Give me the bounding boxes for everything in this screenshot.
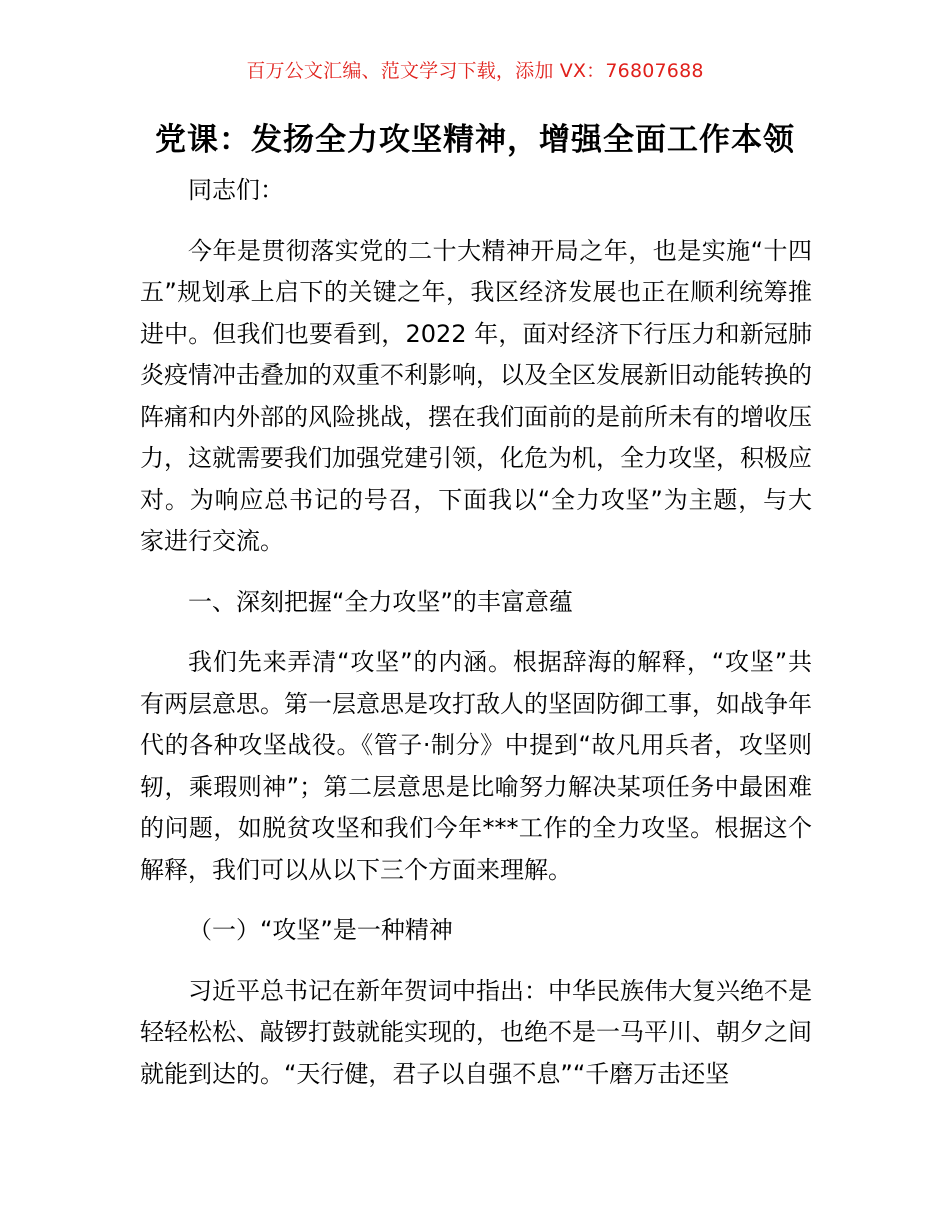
subsection-1-paragraph: 习近平总书记在新年贺词中指出：中华民族伟大复兴绝不是轻轻松松、敲锣打鼓就能实现的，也绝不是一马平川、朝夕之间就能到达的。“天行健，君子以自强不息”“千磨万击还坚 [140, 976, 812, 1088]
header-note: 百万公文汇编、范文学习下载，添加 VX：76807688 [246, 60, 704, 82]
subsection-1-heading: （一）“攻坚”是一种精神 [188, 916, 453, 944]
section-1-paragraph: 我们先来弄清“攻坚”的内涵。根据辞海的解释，“攻坚”共有两层意思。第一层意思是攻打敌人的坚固防御工事，如战争年代的各种攻坚战役。《管子·制分》中提到“故凡用兵者，攻坚则轫，乘瑕则神”；第二层意思是比喻努力解决某项任务中最困难的问题，如脱贫攻坚和我们今年***工作的全力攻坚。根据这个解释，我们可以从以下三个方面来理解。 [140, 648, 812, 884]
section-1-heading: 一、深刻把握“全力攻坚”的丰富意蕴 [188, 587, 573, 616]
salutation: 同志们： [188, 176, 284, 204]
intro-paragraph: 今年是贯彻落实党的二十大精神开局之年，也是实施“十四五”规划承上启下的关键之年，我区经济发展也正在顺利统筹推进中。但我们也要看到，2022 年，面对经济下行压力和新冠肺炎疫情冲击叠加的双重不利影响，以及全区发展新旧动能转换的阵痛和内外部的风险挑战，摆在我们面前的是前所未有的增收压力，这就需要我们加强党建引领，化危为机，全力攻坚，积极应对。为响应总书记的号召，下面我以“全力攻坚”为主题，与大家进行交流。 [140, 236, 812, 555]
document-body [140, 170, 812, 1114]
document-title: 党课：发扬全力攻坚精神，增强全面工作本领 [155, 122, 795, 158]
